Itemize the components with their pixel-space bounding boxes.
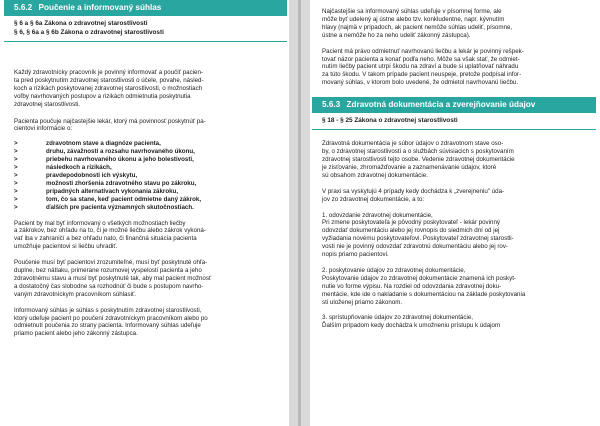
section-number: 5.6.3 — [322, 100, 341, 110]
paragraph-handover: 1. odovzdanie zdravotnej dokumentácie, Pri zmene poskytovateľa je pôvodný poskytovateľ - lekár povinný odovzdať dokumentáciu alebo jej rovnopis do siedmich dní od jej vyžiadania novému poskytovateľovi. Poskytovateľ zdravotnej starostli- vosti nie je povinný odovzdať zdravotnú dokumentáciu alebo jej rov- nopis priamo pacientovi. — [322, 211, 514, 259]
list-item: > prípadných alternatívach vykonania zákroku, — [14, 187, 179, 195]
right-column — [312, 0, 596, 426]
paragraph-providing-data: 2. poskytovanie údajov zo zdravotnej dokumentácie, Poskytovanie údajov zo zdravotnej dokumentácie znamená ich poskyt- nutie vo forme výpisu. Na rozdiel od odovzdania zdravotnej doku- mentácie, kde ide o nakladanie s dokumentáciou na základe poskytovania sti uloženej priamo zákonom. — [322, 266, 526, 306]
section-header-5-6-2 — [4, 0, 287, 16]
paragraph-four-cases: V praxi sa vyskytujú 4 prípady kedy dochádza k „zverejneniu" úda- jov zo zdravotnej dokumentácie, a to: — [322, 187, 505, 203]
paragraph-duty-to-inform: Každý zdravotnícky pracovník je povinný informovať a poučiť pacien- ta pred poskytnutím zdravotnej starostlivosti o účele, povahe, násled- koch a rizikách poskytovanej zdravotnej starostlivosti, o možnostiach voľby navrhovaných postupov a rizikách odmietnutia poskytnutia zdravotnej starostlivosti. — [14, 69, 204, 108]
section-title: Zdravotná dokumentácia a zverejňovanie údajov — [346, 100, 536, 110]
section-title: Poučenie a informovaný súhlas — [38, 3, 162, 12]
list-item: > druhu, závažnosti a rozsahu navrhovaného úkonu, — [14, 148, 195, 156]
list-item: > priebehu navrhovaného úkonu a jeho bolestivosti, — [14, 156, 194, 164]
law-reference: § 6, § 6a a § 6b Zákona o zdravotnej starostlivosti — [14, 29, 164, 36]
paragraph-understandable: Poučenie musí byť pacientovi zrozumiteľné, musí byť poskytnuté ohľa- duplne, bez nátlaku, primerane rozumovej vyspelosti pacienta a jeho zdravotnému stavu a musí byť poskytnuté tak, aby mal pacient možnosť a dostatočný čas slobodne sa rozhodnúť či bude s postupom navrho- vaným zdravotníckym pracovníkom súhlasiť. — [14, 259, 212, 298]
info-bullet-list — [4, 140, 287, 211]
law-reference-box — [4, 16, 287, 42]
list-item: > pravdepodobnosti ich výskytu, — [14, 171, 138, 179]
law-reference: § 18 - § 25 Zákona o zdravotnej starostlivosti — [322, 117, 458, 125]
paragraph-right-to-refuse: Pacient má právo odmietnuť navrhovanú liečbu a lekár je povinný rešpek- tovať názor pacienta a konať podľa neho. Môže sa však stať, že odmiet- nutím liečby pacient utrpí škodu na zdraví a bude si uplatňovať náhradu za túto škodu. V takom prípade pacient neuspeje, pretože podpísal infor- movaný súhlas, v ktorom bolo uvedené, že odmietol navrhovanú liečbu. — [322, 47, 524, 87]
paragraph-doctor-info: Pacienta poučuje najčastejšie lekár, ktorý má povinnosť poskytnúť pa- cientovi informácie o: — [14, 117, 206, 133]
paragraph-all-options: Pacient by mal byť informovaný o všetkých možnostiach liečby a zákrokov, bez ohľadu na to, či je možné liečbu alebo zákrok vykoná- vať iba v zahraničí a bez ohľadu nato, či finančná situácia pacienta umožňuje pacientovi si liečbu uhradiť. — [14, 219, 206, 251]
law-reference-box — [312, 113, 596, 130]
list-item: > ďalších pre pacienta významných skutočnostiach. — [14, 203, 194, 211]
paragraph-informed-consent: Informovaný súhlas je súhlas s poskytnutím zdravotnej starostlivosti, ktorý udeľuje pacient po poučení zdravotníckym pracovníkom alebo po odmietnutí poučenia zo strany pacienta. Informovaný súhlas udeľuje priamo pacient alebo jeho zákonný zástupca. — [14, 306, 208, 338]
paragraph-health-documentation: Zdravotná dokumentácia je súbor údajov o zdravotnom stave oso- by, o zdravotnej starostlivosti a o službách súvisiacich s poskytovaním zdravotnej starostlivosti tejto osobe. Vedenie zdravotnej dokumentácie je zisťovanie, zhromažďovanie a zaznamenávanie údajov, ktoré sú obsahom zdravotnej dokumentácie. — [322, 140, 515, 179]
paragraph-consent-form: Najčastejšie sa informovaný súhlas udeľuje v písomnej forme, ale môže byť udelený aj ústne alebo tzv. konkludentne, napr. kývnutím hlavy (najmä v prípadoch, ak pacient nemôže súhlas udeliť, písomne, ústne a nemôže ho za neho udeliť zákonný zástupca). — [322, 8, 513, 39]
section-number: 5.6.2 — [14, 3, 33, 12]
list-item: > tom, čo sa stane, keď pacient odmietne daný zákrok, — [14, 195, 202, 203]
paragraph-access: 3. sprístupňovanie údajov zo zdravotnej dokumentácie, Ďalším prípadom kedy dochádza k umožneniu prístupu k údajom — [322, 314, 501, 330]
column-divider — [289, 0, 310, 426]
list-item: > následkoch a rizikách, — [14, 164, 112, 172]
law-reference: § 6 a § 6a Zákona o zdravotnej starostlivosti — [14, 20, 148, 27]
list-item: > zdravotnom stave a diagnóze pacienta, — [14, 140, 161, 148]
section-header-5-6-3 — [312, 97, 596, 113]
list-item: > možnosti zhoršenia zdravotného stavu po zákroku, — [14, 179, 197, 187]
left-column — [4, 0, 287, 426]
